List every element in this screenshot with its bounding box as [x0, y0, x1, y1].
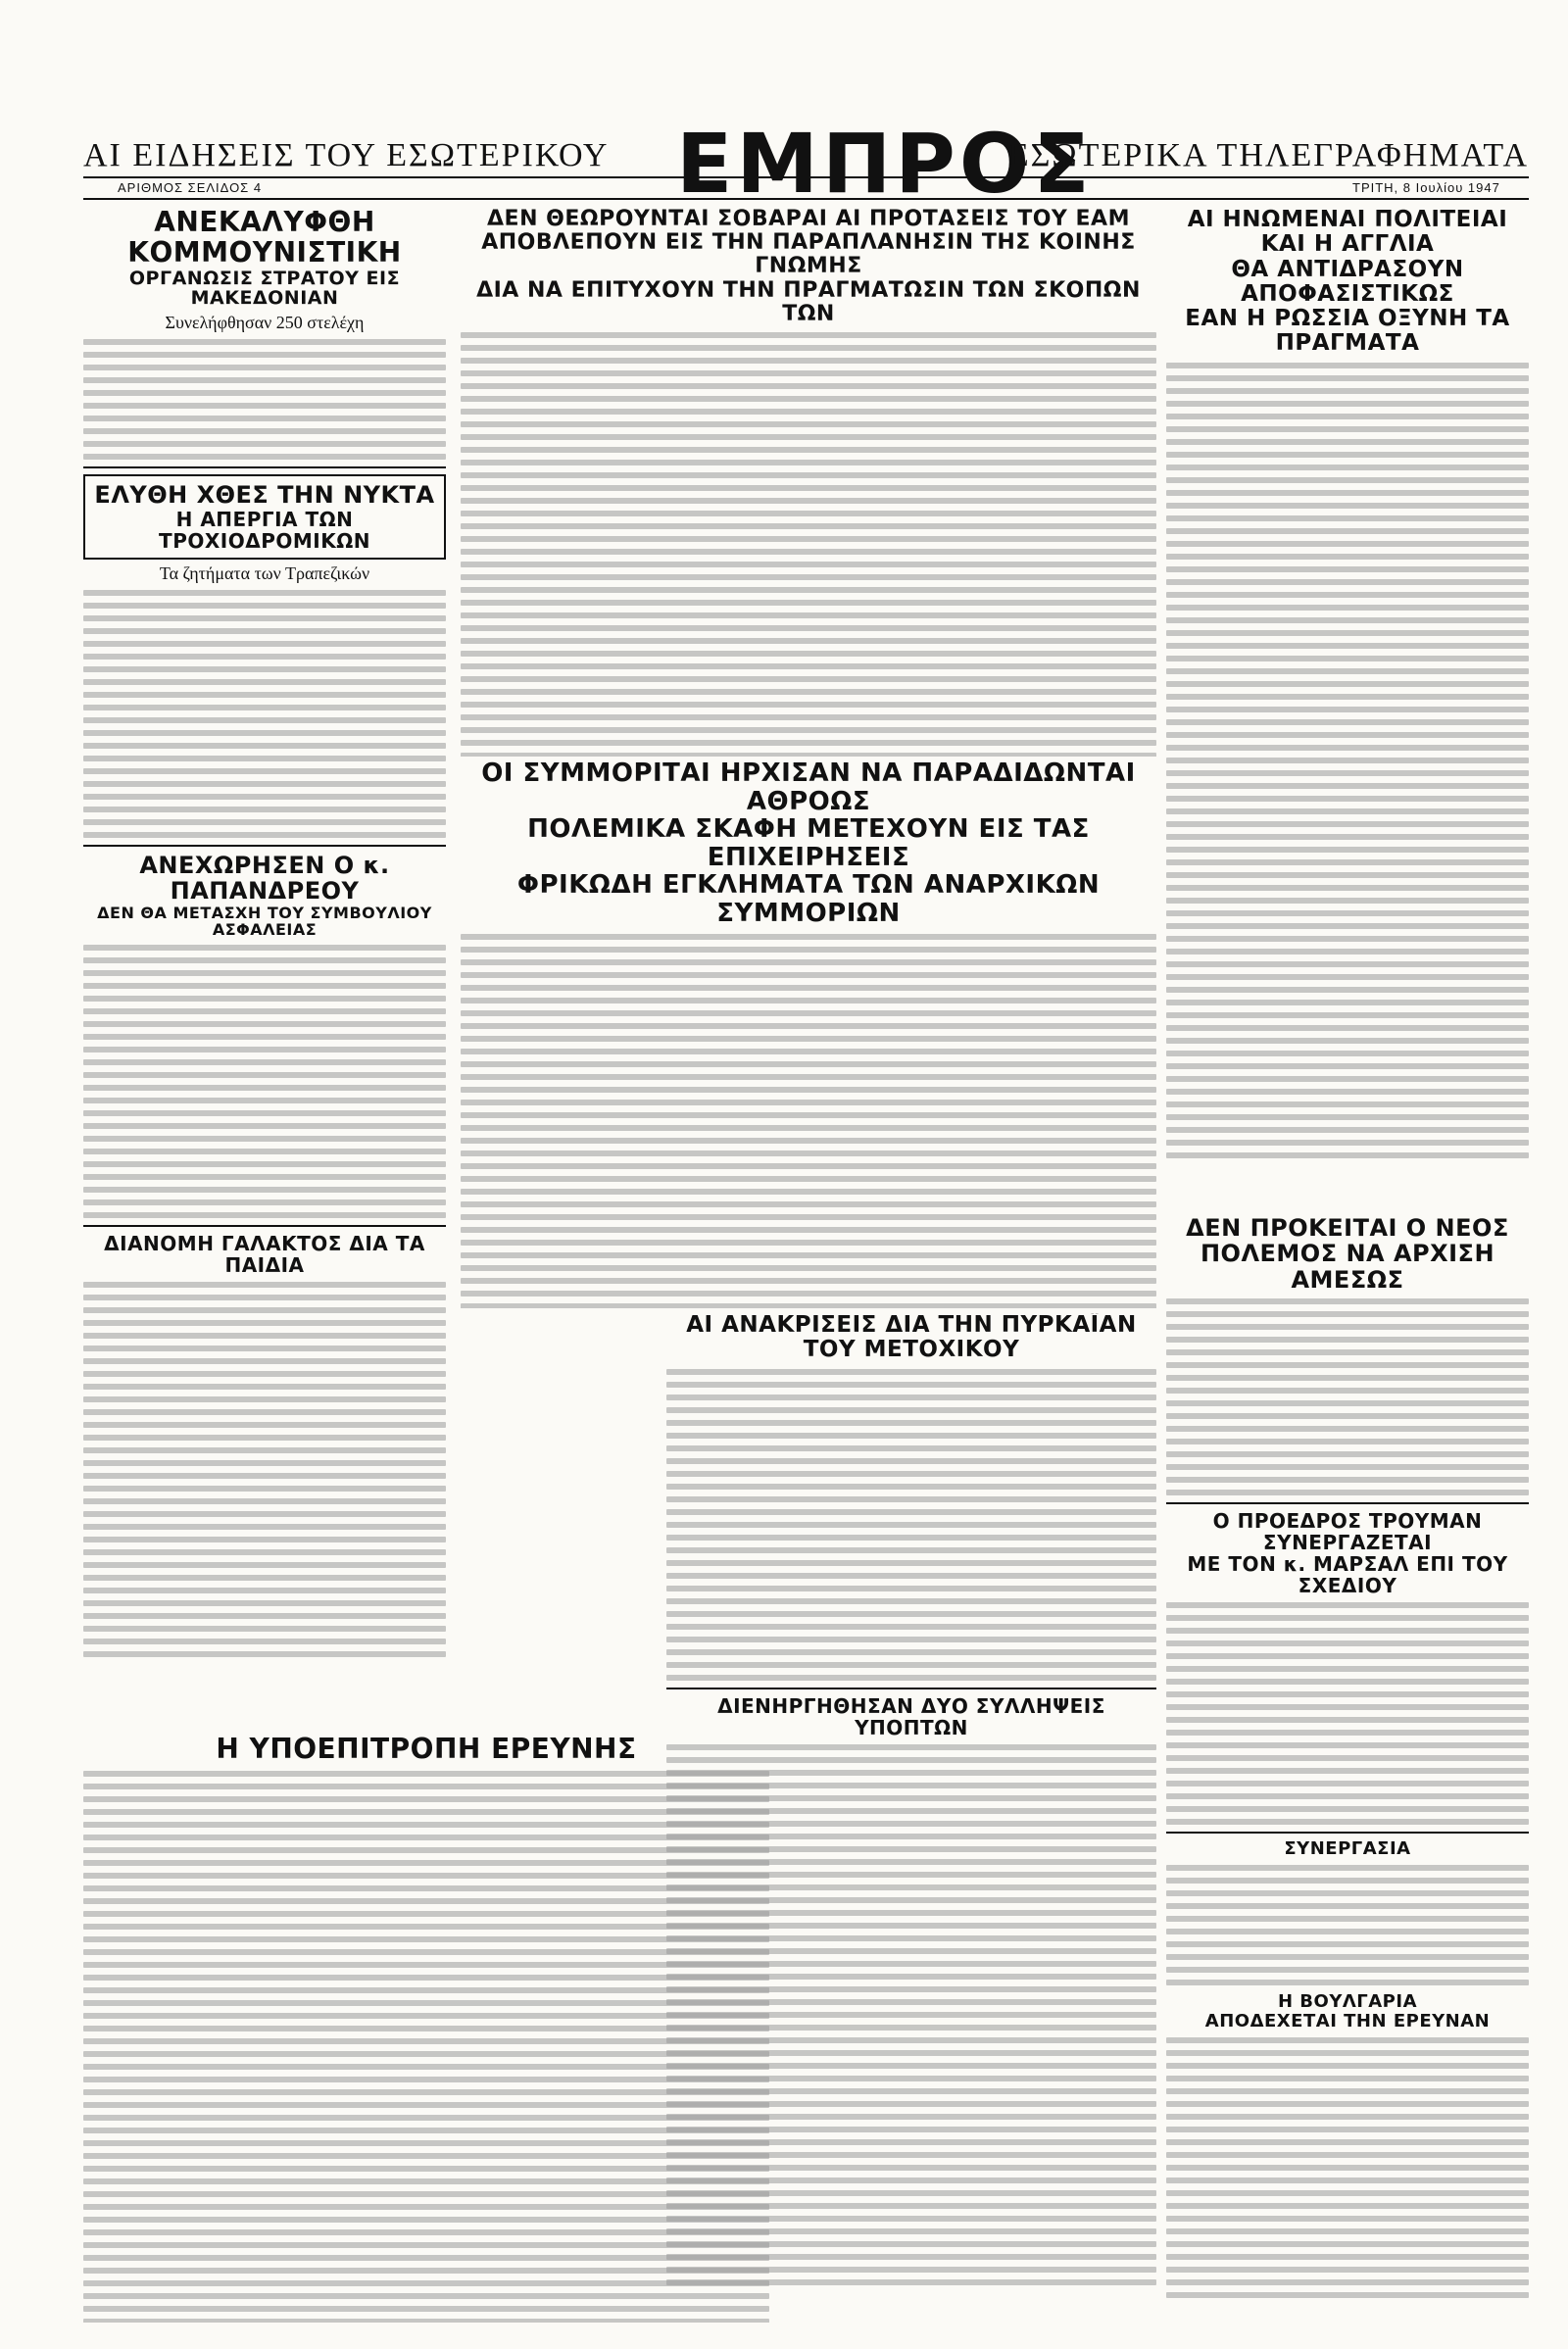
headline-a10: ΔΕΝ ΠΡΟΚΕΙΤΑΙ Ο ΝΕΟΣ [1186, 1215, 1509, 1242]
article-a8 [461, 759, 1156, 1308]
subhead-a2: Τα ζητήματα των Τραπεζικών [159, 563, 370, 583]
headline-a7: ΑΙ ΗΝΩΜΕΝΑΙ ΠΟΛΙΤΕΙΑΙ ΚΑΙ Η ΑΓΓΛΙΑ [1187, 208, 1508, 258]
headline-a13: Η ΒΟΥΛΓΑΡΙΑ [1277, 1990, 1418, 2012]
body-text-a1 [83, 339, 446, 460]
subhead-a1: Συνελήφθησαν 250 στελέχη [165, 313, 365, 333]
headline-a6: ΔΕΝ ΘΕΩΡΟΥΝΤΑΙ ΣΟΒΑΡΑΙ ΑΙ ΠΡΟΤΑΣΕΙΣ ΤΟΥ ΕΑΜ [487, 208, 1130, 231]
masthead [0, 0, 1568, 212]
headline2-a3: ΔΕΝ ΘΑ ΜΕΤΑΣΧΗ ΤΟΥ ΣΥΜΒΟΥΛΙΟΥ ΑΣΦΑΛΕΙΑΣ [97, 903, 432, 940]
headline2-a8: ΠΟΛΕΜΙΚΑ ΣΚΑΦΗ ΜΕΤΕΧΟΥΝ ΕΙΣ ΤΑΣ ΕΠΙΧΕΙΡΗΣΕΙΣ [527, 814, 1090, 872]
headline-a11: Ο ΠΡΟΕΔΡΟΣ ΤΡΟΥΜΑΝ ΣΥΝΕΡΓΑΖΕΤΑΙ [1212, 1509, 1483, 1555]
body-text-a6 [461, 332, 1156, 757]
headline-a8: ΟΙ ΣΥΜΜΟΡΙΤΑΙ ΗΡΧΙΣΑΝ ΝΑ ΠΑΡΑΔΙΔΩΝΤΑΙ ΑΘΡΟΩΣ [481, 759, 1136, 816]
page-number: ΑΡΙΘΜΟΣ ΣΕΛΙΔΟΣ 4 [118, 180, 263, 195]
headline2-a1: ΟΡΓΑΝΩΣΙΣ ΣΤΡΑΤΟΥ ΕΙΣ ΜΑΚΕΔΟΝΙΑΝ [128, 267, 401, 310]
article-a6 [461, 208, 1156, 757]
headline-a14: ΣΥΝΕΡΓΑΣΙΑ [1284, 1838, 1411, 1860]
body-text-a8 [461, 934, 1156, 1308]
headline2-a7: ΘΑ ΑΝΤΙΔΡΑΣΟΥΝ ΑΠΟΦΑΣΙΣΤΙΚΩΣ [1231, 256, 1464, 307]
headline3-a8: ΦΡΙΚΩΔΗ ΕΓΚΛΗΜΑΤΑ ΤΩΝ ΑΝΑΡΧΙΚΩΝ ΣΥΜΜΟΡΙΩΝ [516, 870, 1101, 928]
headline2-a10: ΠΟΛΕΜΟΣ ΝΑ ΑΡΧΙΣΗ ΑΜΕΣΩΣ [1200, 1240, 1495, 1294]
headline-a9: ΑΙ ΑΝΑΚΡΙΣΕΙΣ ΔΙΑ ΤΗΝ ΠΥΡΚΑΪΑΝ ΤΟΥ ΜΕΤΟΧΙΚΟΥ [686, 1313, 1137, 1363]
headline2-a6: ΑΠΟΒΛΕΠΟΥΝ ΕΙΣ ΤΗΝ ΠΑΡΑΠΛΑΝΗΣΙΝ ΤΗΣ ΚΟΙΝΗΣ ΓΝΩΜΗΣ [481, 230, 1136, 279]
body-text-a2 [83, 590, 446, 838]
headline-a4: ΔΙΑΝΟΜΗ ΓΑΛΑΚΤΟΣ ΔΙΑ ΤΑ ΠΑΙΔΙΑ [104, 1231, 425, 1277]
newspaper-title: ΕΜΠΡΟΣ [676, 116, 1094, 212]
headline-a2: ΕΛΥΘΗ ΧΘΕΣ ΤΗΝ ΝΥΚΤΑ [94, 481, 435, 510]
body-text-a12 [666, 1744, 1156, 2285]
masthead-rule [83, 176, 1529, 178]
headline-a5: Η ΥΠΟΕΠΙΤΡΟΠΗ ΕΡΕΥΝΗΣ [216, 1735, 637, 1765]
body-text-a13 [1166, 2037, 1529, 2298]
body-text-a3 [83, 945, 446, 1218]
section-title-right: ΕΣΩΤΕΡΙΚΑ ΤΗΛΕΓΡΑΦΗΜΑΤΑ [1007, 137, 1529, 173]
headline3-a7: ΕΑΝ Η ΡΩΣΣΙΑ ΟΞΥΝΗ ΤΑ ΠΡΑΓΜΑΤΑ [1185, 306, 1510, 357]
headline2-a13: ΑΠΟΔΕΧΕΤΑΙ ΤΗΝ ΕΡΕΥΝΑΝ [1204, 2010, 1491, 2031]
section-title-left: ΑΙ ΕΙΔΗΣΕΙΣ ΤΟΥ ΕΣΩΤΕΡΙΚΟΥ [83, 137, 610, 173]
headline-box-a2 [83, 474, 446, 559]
body-text-a7 [1166, 363, 1529, 1158]
headline-a1: ΑΝΕΚΑΛΥΦΘΗ ΚΟΜΜΟΥΝΙΣΤΙΚΗ [127, 208, 402, 269]
article-a9 [666, 1313, 1156, 2323]
headline2-a11: ΜΕ ΤΟΝ κ. ΜΑΡΣΑΛ ΕΠΙ ΤΟΥ ΣΧΕΔΙΟΥ [1187, 1552, 1508, 1598]
date-line: ΤΡΙΤΗ, 8 Ιουλίου 1947 [1352, 180, 1500, 195]
headline-a12: ΔΙΕΝΗΡΓΗΘΗΣΑΝ ΔΥΟ ΣΥΛΛΗΨΕΙΣ ΥΠΟΠΤΩΝ [717, 1693, 1105, 1739]
headline2-a2: Η ΑΠΕΡΓΙΑ ΤΩΝ ΤΡΟΧΙΟΔΡΟΜΙΚΩΝ [159, 507, 370, 553]
article-a7 [1166, 208, 1529, 1207]
masthead-rule-lower [83, 198, 1529, 200]
body-text-a14 [1166, 1865, 1529, 1985]
body-text-a9 [666, 1369, 1156, 1681]
headline-a3: ΑΝΕΧΩΡΗΣΕΝ Ο κ. ΠΑΠΑΝΔΡΕΟΥ [139, 851, 390, 905]
body-text-a4 [83, 1282, 446, 1657]
body-text-a11 [1166, 1602, 1529, 1825]
article-a10 [1166, 1215, 1529, 2323]
body-text-a10 [1166, 1298, 1529, 1495]
headline3-a6: ΔΙΑ ΝΑ ΕΠΙΤΥΧΟΥΝ ΤΗΝ ΠΡΑΓΜΑΤΩΣΙΝ ΤΩΝ ΣΚΟΠΩΝ ΤΩΝ [476, 277, 1141, 326]
